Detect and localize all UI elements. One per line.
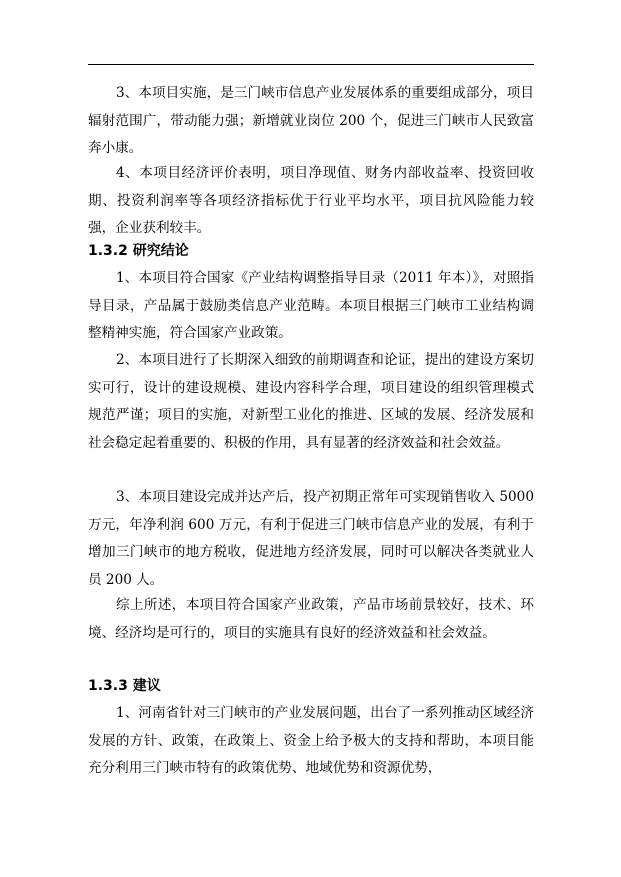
section-heading-suggestions: 1.3.3 建议 — [88, 678, 161, 694]
paragraph-point-4: 4、本项目经济评价表明，项目净现值、财务内部收益率、投资回收期、投资利润率等各项经济指标优于行业平均水平，项目抗风险能力较强，企业获利较丰。 — [88, 165, 534, 236]
paragraph-point-3: 3、本项目实施，是三门峡市信息产业发展体系的重要组成部分，项目辐射范围广，带动能力强；新增就业岗位 200 个，促进三门峡市人民致富奔小康。 — [88, 85, 534, 156]
header-rule — [88, 64, 534, 65]
section-heading-research-conclusion: 1.3.2 研究结论 — [88, 243, 189, 259]
paragraph-suggestion-1: 1、河南省针对三门峡市的产业发展问题，出台了一系列推动区域经济发展的方针、政策，在政策上、资金上给予极大的支持和帮助，本项目能充分利用三门峡市特有的政策优势、地域优势和资源优势， — [88, 705, 534, 776]
paragraph-conclusion-3: 3、本项目建设完成并达产后，投产初期正常年可实现销售收入 5000 万元，年净利润 600 万元，有利于促进三门峡市信息产业的发展，有利于增加三门峡市的地方税收，促进地方经济发展，同时可以解决各类就业人员 200 人。 — [88, 489, 534, 588]
paragraph-conclusion-2: 2、本项目进行了长期深入细致的前期调查和论证，提出的建设方案切实可行，设计的建设规模、建设内容科学合理，项目建设的组织管理模式规范严谨；项目的实施，对新型工业化的推进、区域的发展、经济发展和社会稳定起着重要的、积极的作用，具有显著的经济效益和社会效益。 — [88, 352, 534, 451]
paragraph-conclusion-1: 1、本项目符合国家《产业结构调整指导目录（2011 年本）》，对照指导目录，产品属于鼓励类信息产业范畴。本项目根据三门峡市工业结构调整精神实施，符合国家产业政策。 — [88, 270, 534, 341]
paragraph-summary: 综上所述，本项目符合国家产业政策，产品市场前景较好，技术、环境、经济均是可行的，项目的实施具有良好的经济效益和社会效益。 — [88, 597, 534, 641]
